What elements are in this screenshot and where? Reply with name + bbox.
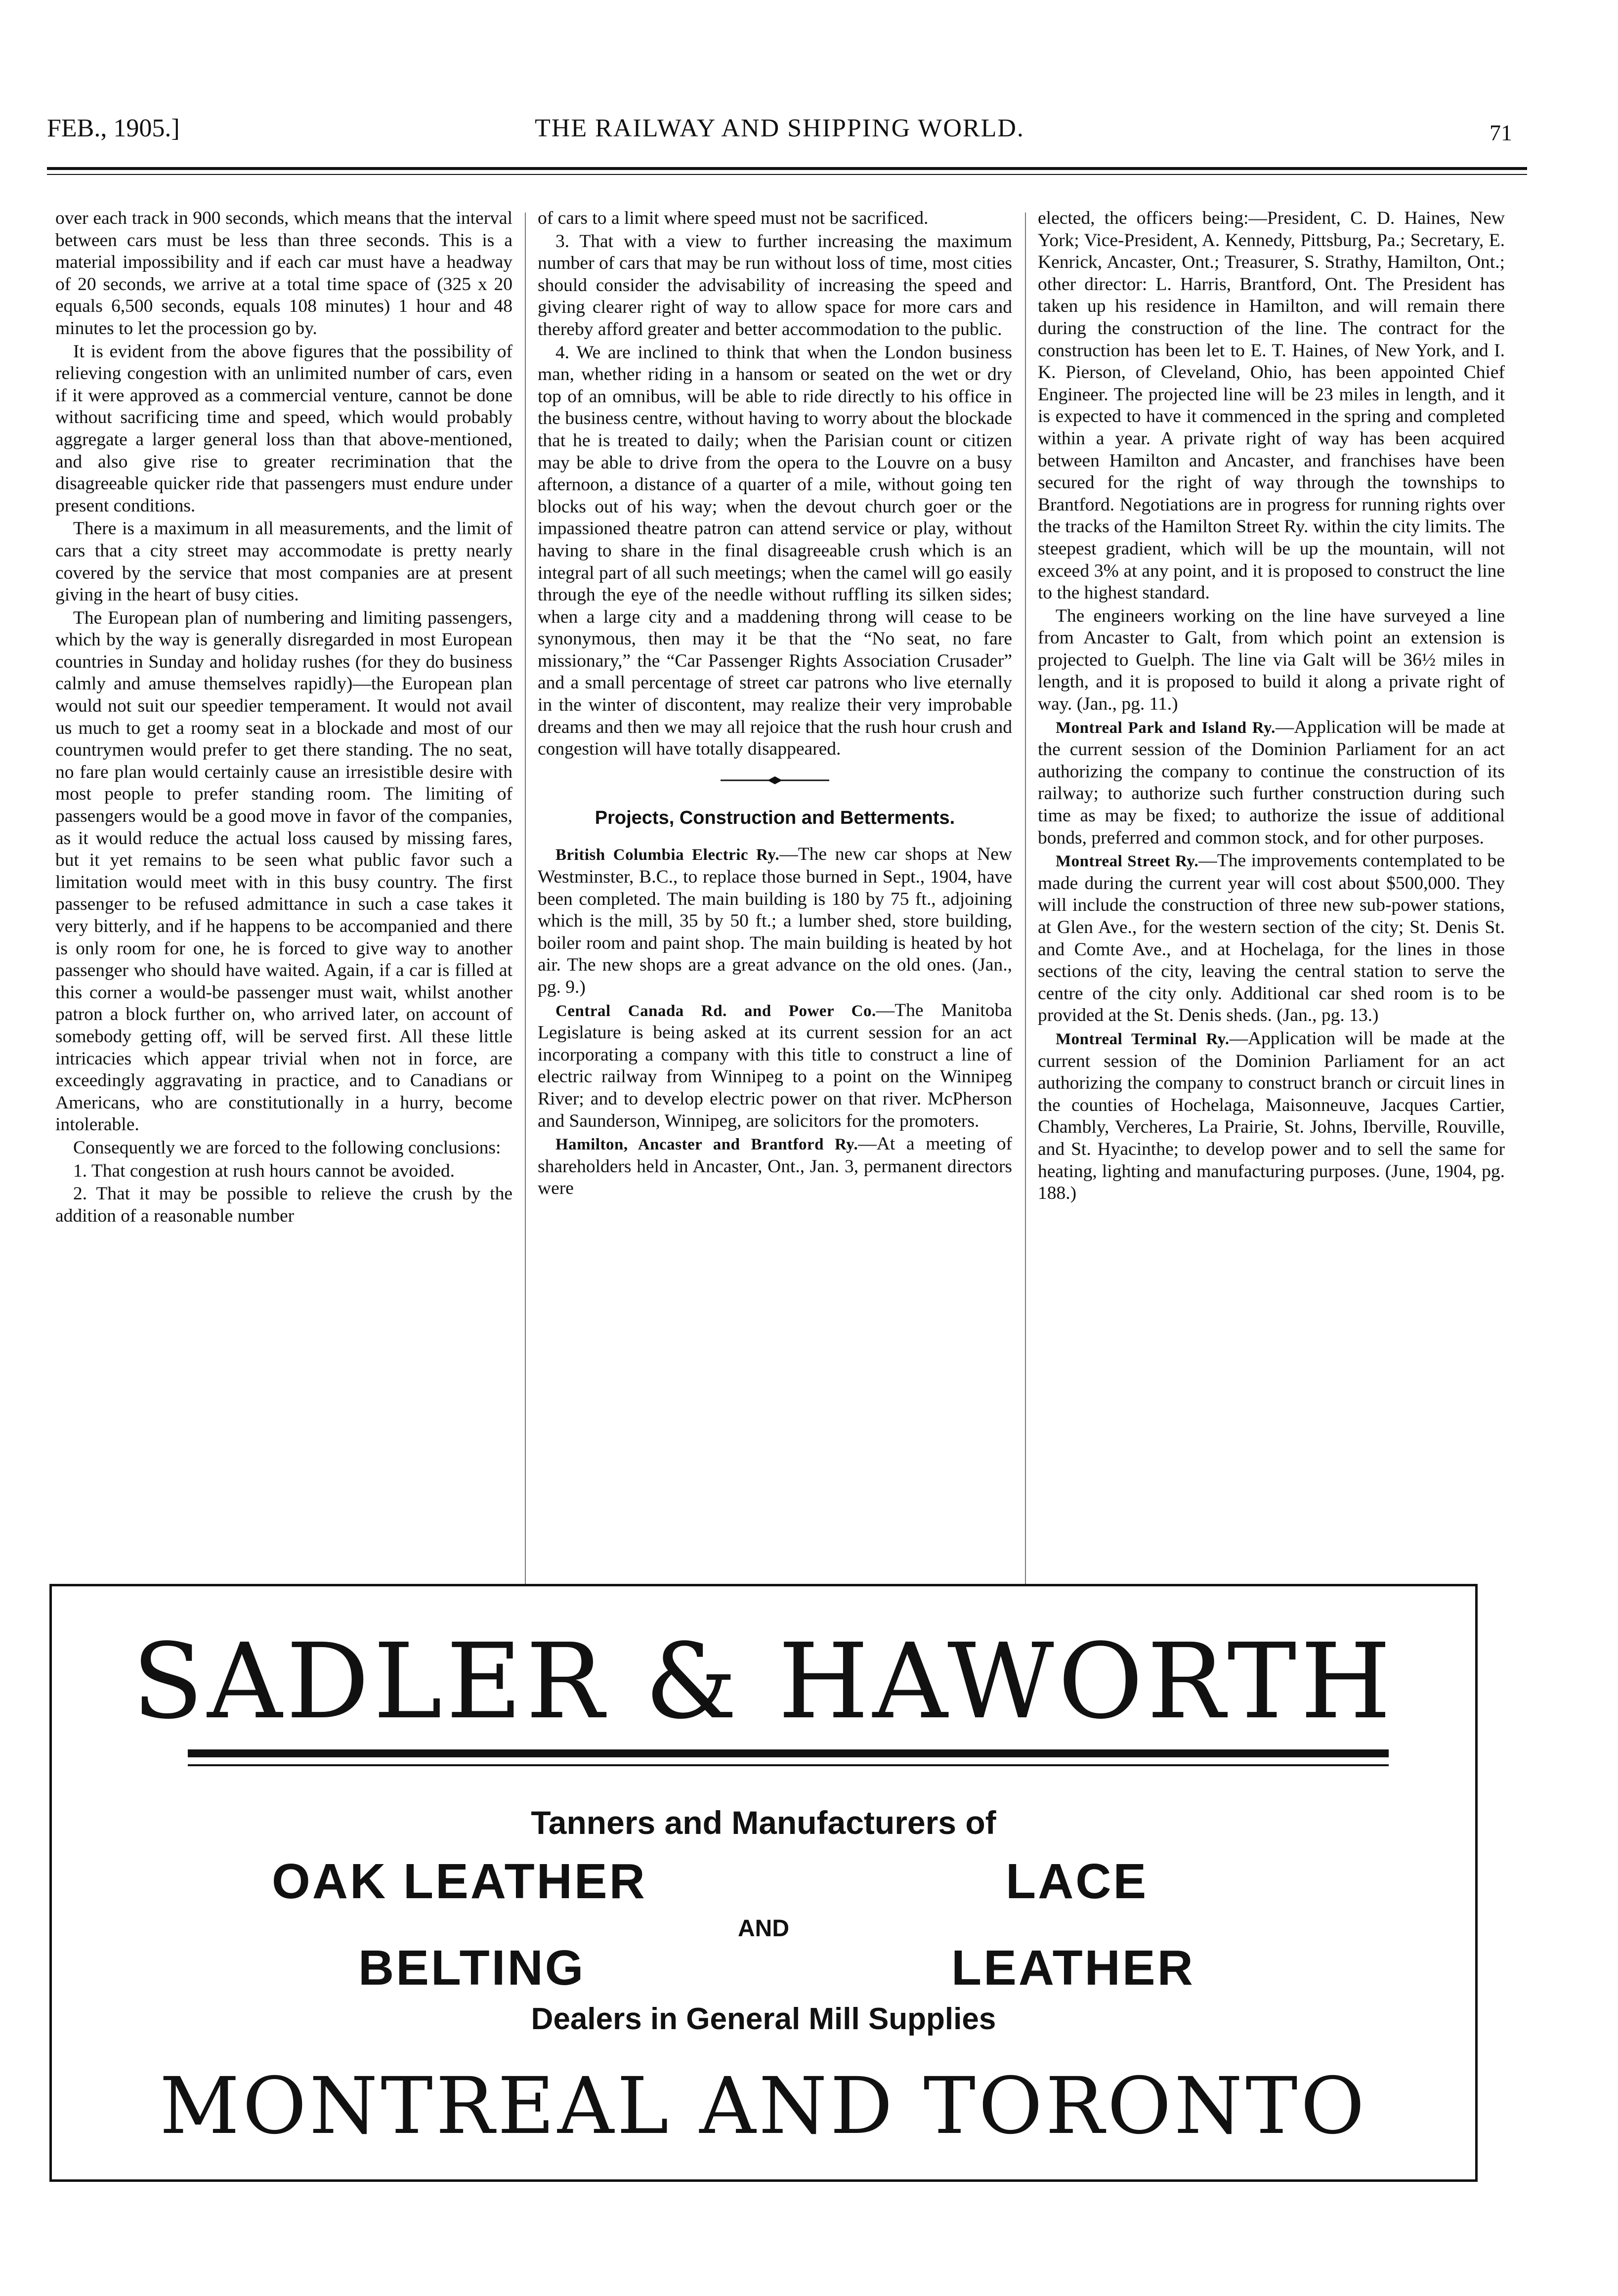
- advertiser-name: SADLER & HAWORTH: [132, 1621, 1395, 1742]
- news-item: [538, 1133, 1012, 1200]
- item-text: —The Manitoba Legislature is being asked at its current session for an act incorporating a company with this title to construct a line of electric railway from Winnipeg to a point on the Winnipeg River; and to develop electric power on that river. McPherson and Saunderson, Winnipeg, are solicitors for the promoters.: [538, 1000, 1012, 1131]
- running-head: [47, 114, 1512, 158]
- item-heading: Hamilton, Ancaster and Brantford Ry.: [555, 1136, 858, 1154]
- paragraph: elected, the officers being:—President, C. D. Haines, New York; Vice-President, A. Kennedy, Pittsburg, Pa.; Secretary, E. Kenrick, Ancaster, Ont.; Treasurer, S. Strathy, Hamilton, Ont.; other director: L. Harris, Brantford, Ont. The President has taken up his residence in Hamilton, and will remain there during the construction of the line. The contract for the construction has been let to E. T. Haines, of New York, and I. K. Pierson, of Cleveland, Ohio, has been appointed Chief Engineer. The projected line will be 23 miles in length, and it is expected to have it commenced in the spring and completed within a year. A private right of way has been acquired between Hamilton and Ancaster, and franchises have been secured for the right of way through the townships to Brantford. Negotiations are in progress for running rights over the tracks of the Hamilton Street Ry. within the city limits. The steepest gradient, which will be up the mountain, will not exceed 3% at any point, and it is proposed to construct the line to the highest standard.: [1038, 208, 1505, 603]
- column-divider: [1025, 213, 1026, 1586]
- paragraph: The engineers working on the line have surveyed a line from Ancaster to Galt, from which point an extension is projected to Guelph. The line via Galt will be 36½ miles in length, and it is proposed to build it along a private right of way. (Jan., pg. 11.): [1038, 605, 1505, 715]
- item-text: —At a meeting of shareholders held in Ancaster, Ont., Jan. 3, permanent directors were: [538, 1134, 1012, 1199]
- column-divider: [525, 213, 526, 1586]
- ad-conjunction: AND: [738, 1915, 789, 1942]
- product-lace: LACE: [1006, 1854, 1149, 1909]
- paragraph: 3. That with a view to further increasing the maximum number of cars that may be run without loss of time, most cities should consider the advisability of increasing the speed and giving clearer right of way to allow space for more cars and thereby afford greater and better accommodation to the public.: [538, 231, 1012, 340]
- item-text: —The new car shops at New Westminster, B.C., to replace those burned in Sept., 1904, have been completed. The main building is 180 by 75 ft., adjoining which is the mill, 35 by 50 ft.; a lumber shed, store building, boiler room and paint shop. The main building is heated by hot air. The new shops are a great advance on the old ones. (Jan., pg. 9.): [538, 844, 1012, 997]
- paragraph: of cars to a limit where speed must not be sacrificed.: [538, 208, 929, 228]
- ad-cities: MONTREAL AND TORONTO: [159, 2061, 1368, 2152]
- paragraph: The European plan of numbering and limiting passengers, which by the way is generally disregarded in most European countries in Sunday and holiday rushes (for they do business calmly and amuse themselves rapidly)—the European plan would not suit our speedier temperament. It would not avail us much to get a roomy seat in a blockade and most of our countrymen would prefer to get there standing. The no seat, no fare plan would certainly cause an irresistible desire with most people to prefer standing room. The limiting of passengers would be a good move in favor of the companies, as it would reduce the actual loss caused by missing fares, but it yet remains to be seen what public favor such a limitation would meet with in this busy country. The first passenger to be refused admittance in such a case takes it very bitterly, and if he happens to be accompanied and there is only room for one, he is forced to give way to another passenger who should have waited. Again, if a car is filled at this corner a would-be passenger must wait, whilst another patron a block further on, who arrived later, on account of somebody getting off, will be served first. All these little intricacies which appear trivial when not in force, are exceedingly aggravating in practice, and to Canadians or Americans, who are constitutionally in a hurry, become intolerable.: [55, 607, 512, 1135]
- paragraph: There is a maximum in all measurements, and the limit of cars that a city street may accommodate is pretty nearly covered by the service that most companies are at present giving in the heart of busy cities.: [55, 518, 512, 605]
- paragraph: It is evident from the above figures that the possibility of relieving congestion with an unlimited number of cars, even if it were approved as a commercial venture, cannot be done without sacrificing time and speed, which would probably aggregate a larger general loss than that above-mentioned, and also give rise to greater recrimination that the disagreeable quicker ride that passengers must endure under present conditions.: [55, 341, 512, 516]
- item-heading: Montreal Terminal Ry.: [1056, 1030, 1230, 1048]
- item-heading: Montreal Street Ry.: [1056, 852, 1199, 871]
- product-leather: LEATHER: [951, 1940, 1195, 1996]
- advertisement: [49, 1584, 1478, 2182]
- section-heading: Projects, Construction and Betterments.: [595, 807, 955, 828]
- page-number: 71: [1490, 120, 1512, 145]
- paragraph: over each track in 900 seconds, which means that the interval between cars must be less than three seconds. This is a material impossibility and if each car must have a headway of 20 seconds, we arrive at a total time space of (325 x 20 equals 6,500 seconds, equals 108 minutes) 1 hour and 48 minutes to let the procession go by.: [55, 208, 512, 339]
- paragraph: Consequently we are forced to the following conclusions:: [73, 1137, 501, 1158]
- header-rule-thin: [47, 174, 1527, 175]
- ad-rule-thick: [188, 1749, 1389, 1757]
- ad-rule-thin: [188, 1764, 1389, 1766]
- item-heading: Central Canada Rd. and Power Co.: [555, 1002, 876, 1020]
- item-heading: British Columbia Electric Ry.: [555, 846, 780, 864]
- journal-title: THE RAILWAY AND SHIPPING WORLD.: [535, 114, 1024, 142]
- ad-tagline: Tanners and Manufacturers of: [531, 1804, 996, 1841]
- item-text: —The improvements contemplated to be made during the current year will cost about $500,000. They will include the construction of three new sub-power stations, at Glen Ave., for the western section of the city; St. Denis St. and Comte Ave., and at Hochelaga, for the lines in those sections of the city, leaving the central station to serve the centre of the city only. Additional car shed room is to be provided at the St. Denis sheds. (Jan., pg. 13.): [1038, 850, 1505, 1026]
- ornamental-divider: [538, 770, 1012, 790]
- product-belting: BELTING: [358, 1940, 586, 1996]
- product-oak-leather: OAK LEATHER: [272, 1854, 647, 1909]
- news-item: [1038, 717, 1505, 850]
- news-item: [1038, 850, 1505, 1027]
- news-item: [538, 1000, 1012, 1133]
- header-rule-thick: [47, 167, 1527, 170]
- news-item: [1038, 1028, 1505, 1205]
- paragraph: 1. That congestion at rush hours cannot be avoided.: [73, 1160, 455, 1181]
- item-heading: Montreal Park and Island Ry.: [1056, 719, 1276, 737]
- news-item: [538, 844, 1012, 998]
- article-column-2: [538, 208, 1012, 1591]
- paragraph: 4. We are inclined to think that when the London business man, whether riding in a hansom or seated on the wet or dry top of an omnibus, will be able to ride directly to his office in the business centre, without having to worry about the blockade that he is treated to daily; when the Parisian count or citizen may be able to drive from the opera to the Louvre on a busy afternoon, a distance of a quarter of a mile, without going ten blocks out of his way; when the devout church goer or the impassioned theatre patron can attend service or play, without having to share in the final disagreeable crush which is an integral part of all such meetings; when the camel will go easily through the eye of the needle without ruffling its silken sides; when a large city and a maddening throng will cease to be synonymous, then may it be that the “No seat, no fare missionary,” the “Car Passenger Rights Association Crusader” and a small percentage of street car patrons who live eternally in the winter of discontent, may realize their very improbable dreams and then we may all rejoice that the rush hour crush and congestion will have totally disappeared.: [538, 342, 1012, 760]
- item-text: —Application will be made at the current session of the Dominion Parliament for an act authorizing the company to continue the construction of its railway; to authorize such further construction during such time as may be fixed; to authorize the issue of additional bonds, preferred and common stock, and for other purposes.: [1038, 717, 1505, 848]
- article-column-1: [55, 208, 512, 1591]
- item-text: —Application will be made at the current session of the Dominion Parliament for an act authorizing the company to construct branch or circuit lines in the counties of Hochelaga, Maisonneuve, Jacques Cartier, Chambly, Vercheres, La Prairie, St. Johns, Iberville, Rouville, and St. Hyacinthe; to develop power and to sell the same for heating, lighting and manufacturing purposes. (June, 1904, pg. 188.): [1038, 1028, 1505, 1204]
- ad-dealers-line: Dealers in General Mill Supplies: [531, 2002, 996, 2036]
- paragraph: 2. That it may be possible to relieve the crush by the addition of a reasonable number: [55, 1184, 512, 1226]
- issue-date: FEB., 1905.]: [47, 114, 180, 142]
- article-column-3: [1038, 208, 1505, 1591]
